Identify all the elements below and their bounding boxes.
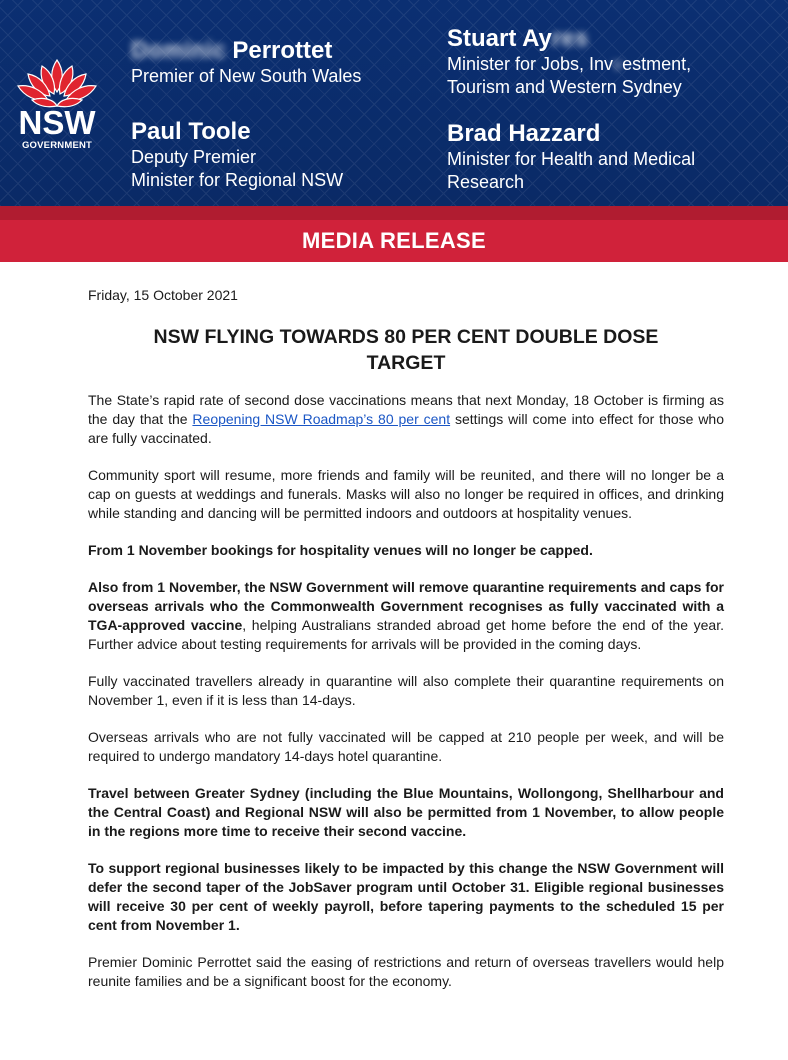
government-wordmark: GOVERNMENT (21, 140, 93, 151)
paragraph-community: Community sport will resume, more friends and family will be reunited, and there will no longer be a cap on guests at weddings and funerals. Masks will also no longer be required in offices, and drinking while standing and dancing will be permitted indoors and outdoors at hospitality venues. (88, 467, 724, 521)
obscured-first-name: Dominic (131, 37, 226, 64)
roadmap-link[interactable]: Reopening NSW Roadmap’s 80 per cent (192, 411, 451, 427)
nsw-government-logo (12, 56, 102, 156)
minister-role: Minister for Regional NSW (131, 170, 344, 190)
minister-name: Brad Hazzard (447, 120, 601, 147)
media-release-title: MEDIA RELEASE (302, 228, 486, 253)
media-release-band (0, 206, 788, 262)
minister-block-health (447, 120, 695, 194)
minister-name: Paul Toole (131, 118, 251, 145)
release-headline: NSW FLYING TOWARDS 80 PER CENT DOUBLE DOSE TARGET (153, 326, 659, 374)
paragraph-regional-travel: Travel between Greater Sydney (including the Blue Mountains, Wollongong, Shellharbour and the Central Coast) and Regional NSW will also be permitted from 1 November, to allow people in the regions more time to receive their second vaccine. (88, 785, 724, 839)
header-banner (0, 0, 788, 206)
minister-name: Stuart Ayres (447, 25, 588, 52)
band-top-strip (0, 206, 788, 220)
paragraph-intro: The State’s rapid rate of second dose vaccinations means that next Monday, 18 October is firming as the day that the Reopening NSW Roadmap’s 80 per cent settings will come into effect for those who are fully vaccinated. (88, 392, 725, 446)
minister-role: Premier of New South Wales (131, 66, 362, 86)
minister-role: Minister for Jobs, Invvestment, (447, 54, 692, 74)
obscured-surname: res (551, 25, 588, 52)
paragraph-quarantine: Also from 1 November, the NSW Government will remove quarantine requirements and caps for overseas arrivals who the Commonwealth Government recognises as fully vaccinated with a TGA-approved vaccine, helping Australians stranded abroad get home before the end of the year. Further advice about testing requirements for arrivals will be provided in the coming days. (88, 579, 724, 652)
paragraph-hospitality: From 1 November bookings for hospitality venues will no longer be capped. (88, 542, 593, 558)
paragraph-travellers: Fully vaccinated travellers already in quarantine will also complete their quarantine requirements on November 1, even if it is less than 14-days. (88, 673, 724, 708)
minister-role: Research (447, 172, 525, 192)
paragraph-caps: Overseas arrivals who are not fully vaccinated will be capped at 210 people per week, and will be required to undergo mandatory 14-days hotel quarantine. (88, 729, 724, 764)
paragraph-jobsaver: To support regional businesses likely to be impacted by this change the NSW Government will defer the second taper of the JobSaver program until October 31. Eligible regional businesses will receive 30 per cent of weekly payroll, before tapering payments to the scheduled 15 per cent from November 1. (88, 860, 724, 933)
minister-block-premier (131, 37, 361, 88)
obscured-text: v (613, 54, 623, 74)
release-body (88, 287, 724, 991)
minister-name: Dominic Perrottet (131, 37, 333, 64)
minister-block-jobs (447, 25, 691, 99)
minister-role: Minister for Health and Medical (447, 149, 696, 169)
minister-block-deputy (131, 118, 343, 192)
minister-role: Deputy Premier (131, 147, 257, 167)
nsw-wordmark: NSW (18, 104, 96, 141)
paragraph-premier-quote: Premier Dominic Perrottet said the easing of restrictions and return of overseas travellers would help reunite families and be a significant boost for the economy. (88, 954, 724, 989)
release-date: Friday, 15 October 2021 (88, 287, 238, 303)
waratah-flower-icon (12, 56, 102, 108)
minister-role: Tourism and Western Sydney (447, 77, 682, 97)
